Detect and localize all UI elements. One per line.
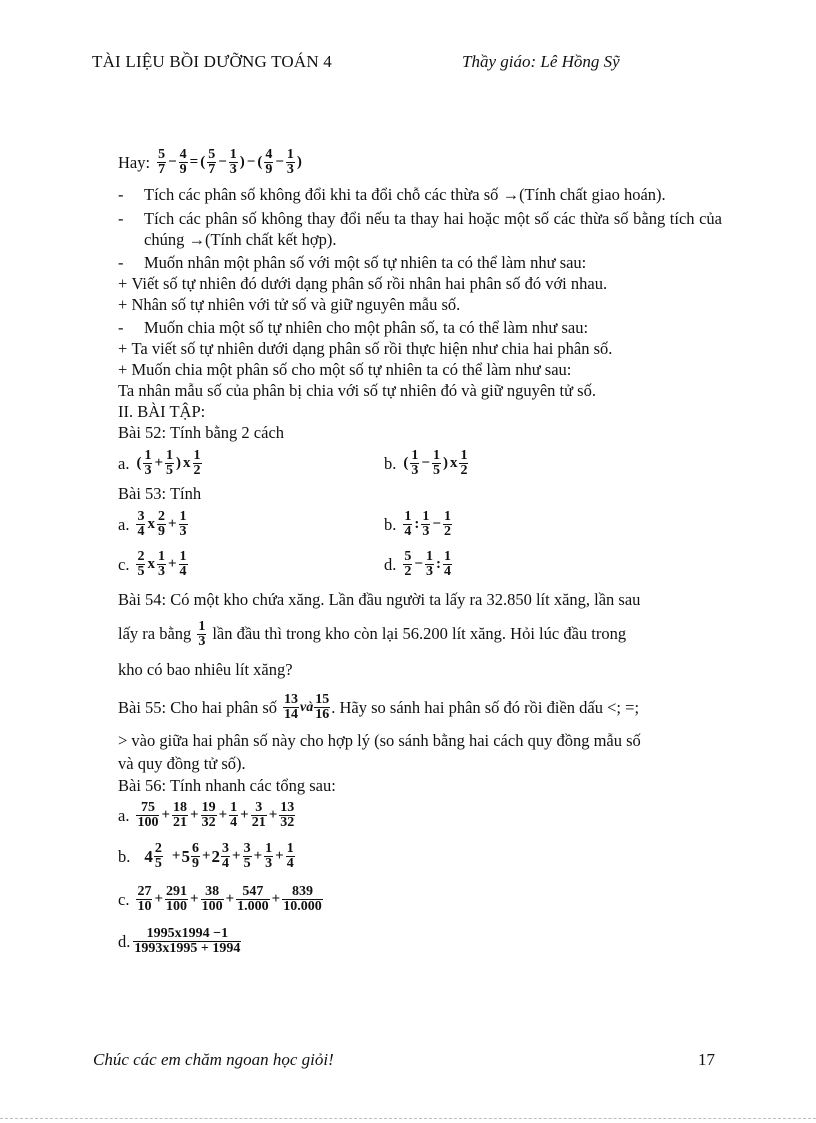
fraction: 5 7 (208, 146, 216, 177)
fraction: $\frac{1}{4}$ (179, 548, 187, 579)
exercise-52-a: a. ( 1 3 + $\frac{1}{5}$ ) x 1 2 (118, 447, 201, 478)
fraction: $\frac{291}{100}$ (166, 883, 188, 914)
fraction: $\frac{18}{21}$ (173, 799, 188, 830)
plus-item-1: + Viết số tự nhiên đó dưới dạng phân số rồi nhân hai phân số đó với nhau. (118, 274, 608, 293)
fraction: $\frac{13}{32}$ (280, 799, 295, 830)
exercise-56-c: c. 27 10 + $\frac{291}{100}$ + $\frac{38}{100}$ + $\frac{547}{1.000}$ + $\frac{839}{10.000}$ (118, 883, 322, 914)
page-content (118, 142, 722, 962)
exercise-53-a: a. 3 4 x 2 9 + $\frac{1}{3}$ (118, 508, 187, 539)
bullet-associative: - Tích các phân số không thay đổi nếu ta thay hai hoặc một số các thừa số bằng tích của chúng →(Tính chất kết hợp). (118, 209, 722, 249)
fraction: $\frac{1}{4}$ (230, 799, 238, 830)
fraction: 2 5 (154, 840, 162, 871)
fraction: $\frac{547}{1.000}$ (237, 883, 269, 914)
arrow-icon: → (502, 185, 520, 204)
plus-item-2: + Nhân số tự nhiên với tử số và giữ nguyên mẫu số. (118, 295, 461, 314)
fraction: $\frac{4}{9}$ (179, 146, 187, 177)
exercise-55-line3: và quy đồng tử số). (118, 753, 246, 773)
exercise-53-c: c. 2 5 x 1 3 + $\frac{1}{4}$ (118, 548, 187, 579)
bullet-multiply-natural: - Muốn nhân một phân số với một số tự nhiên ta có thể làm như sau: (118, 253, 587, 272)
fraction: $\frac{1}{5}$ (432, 447, 440, 478)
fraction: 1 4 (443, 548, 451, 579)
fraction: $\frac{1}{4}$ (286, 840, 294, 871)
fraction: $\frac{1}{2}$ (443, 508, 451, 539)
exercise-56-d: d. 1995x1994 −1 1993x1995 + 1994 (118, 925, 241, 956)
fraction: 1995x1994 −1 1993x1995 + 1994 (134, 925, 241, 956)
exercise-52-title: Bài 52: Tính bằng 2 cách (118, 423, 285, 442)
hay-math: 5 7 − $\frac{4}{9}$ = ( 5 7 − $\frac{1}{3}$ ) − ( 4 9 − $\frac{1}{3}$ ) (158, 146, 302, 177)
section-title: II. BÀI TẬP: (118, 402, 206, 421)
bullet-commutative: - Tích các phân số không đổi khi ta đổi chỗ các thừa số →(Tính chất giao hoán). (118, 185, 666, 204)
exercise-55 (118, 688, 722, 774)
fraction: 5 7 (158, 146, 166, 177)
exercise-56-title: Bài 56: Tính nhanh các tổng sau: (118, 775, 336, 795)
footer-motto: Chúc các em chăm ngoan học giỏi! (93, 1050, 334, 1069)
exercise-54-line1: Bài 54: Có một kho chứa xăng. Lần đầu người ta lấy ra 32.850 lít xăng, lần sau (118, 590, 641, 609)
exercise-53-title: Bài 53: Tính (118, 484, 202, 503)
exercise-53-b: b. 1 4 : 1 3 − $\frac{1}{2}$ (384, 508, 451, 539)
fraction: 27 10 (137, 883, 152, 914)
exercise-53-row2 (118, 544, 722, 584)
exercise-55-line1: Bài 55: Cho hai phân số 13 14 và 15 16 . Hãy so sánh hai phân số đó rồi điền dấu <; =; (118, 691, 640, 722)
fraction: $\frac{38}{100}$ (201, 883, 223, 914)
fraction: 1 2 (460, 447, 468, 478)
exercise-56-b: b. 4 2 5 + 5 6 9 + 2 3 4 + $\frac{3}{5}$ + $\frac{1}{3}$ + $\frac{1}{4}$ (118, 840, 294, 871)
fraction: $\frac{1}{5}$ (166, 447, 174, 478)
exercise-54 (118, 588, 722, 684)
exercise-55-line2: > vào giữa hai phân số này cho hợp lý (so sánh bằng hai cách quy đồng mẫu số (118, 730, 641, 750)
fraction: 1 3 (422, 508, 430, 539)
exercise-53-d: d. 5 2 − $\frac{1}{3}$ : 1 4 (384, 548, 451, 579)
hay-equation (118, 142, 722, 182)
fraction: 1 3 (157, 548, 165, 579)
hay-label: Hay: (118, 152, 151, 172)
fraction: 4 9 (265, 146, 273, 177)
exercise-52-items (118, 443, 722, 483)
fraction: 75 100 (137, 799, 159, 830)
header-author: Thầy giáo: Lê Hồng Sỹ (462, 52, 620, 71)
fraction: $\frac{1}{3}$ (286, 146, 294, 177)
fraction: $\frac{839}{10.000}$ (283, 883, 322, 914)
page-divider (0, 1118, 816, 1119)
page-number: 17 (698, 1050, 715, 1069)
fraction: $\frac{19}{32}$ (201, 799, 216, 830)
fraction: $\frac{3}{21}$ (251, 799, 266, 830)
exercise-53-row1 (118, 504, 722, 544)
fraction: 13 14 (284, 691, 299, 722)
fraction: $\frac{1}{3}$ (179, 508, 187, 539)
exercise-54-line3: kho có bao nhiêu lít xăng? (118, 660, 293, 679)
arrow-icon: → (188, 230, 205, 249)
fraction: 1 3 (144, 447, 152, 478)
exercise-52-b: b. ( 1 3 − $\frac{1}{5}$ ) x 1 2 (384, 447, 468, 478)
fraction: 2 9 (157, 508, 165, 539)
fraction: 3 4 (222, 840, 229, 871)
fraction: 1 3 (198, 618, 206, 649)
fraction: 5 2 (404, 548, 412, 579)
header-left-title: TÀI LIỆU BỒI DƯỠNG TOÁN 4 (92, 52, 332, 71)
fraction: 3 4 (137, 508, 145, 539)
bullet-divide-natural: - Muốn chia một số tự nhiên cho một phân số, ta có thể làm như sau: (118, 318, 589, 337)
fraction: 15 16 (315, 691, 330, 722)
fraction: $\frac{1}{3}$ (425, 548, 433, 579)
fraction: 6 9 (191, 840, 199, 871)
exercise-54-line2: lấy ra bằng 1 3 lần đầu thì trong kho còn lại 56.200 lít xăng. Hỏi lúc đầu trong (118, 618, 627, 649)
rule-text: Ta nhân mẫu số của phân bị chia với số tự nhiên đó và giữ nguyên tử số. (118, 381, 596, 400)
fraction: $\frac{1}{3}$ (229, 146, 237, 177)
fraction: $\frac{1}{3}$ (265, 840, 273, 871)
exercise-56-a: a. 75 100 + $\frac{18}{21}$ + $\frac{19}{32}$ + $\frac{1}{4}$ + $\frac{3}{21}$ + $\frac{13}{32}$ (118, 799, 295, 830)
fraction: $\frac{3}{5}$ (243, 840, 251, 871)
fraction: 1 4 (404, 508, 412, 539)
plus-item-3: + Ta viết số tự nhiên dưới dạng phân số rồi thực hiện như chia hai phân số. (118, 339, 613, 358)
fraction: 2 5 (137, 548, 145, 579)
plus-item-4: + Muốn chia một phân số cho một số tự nhiên ta có thể làm như sau: (118, 360, 572, 379)
fraction: 1 2 (193, 447, 201, 478)
fraction: 1 3 (411, 447, 419, 478)
